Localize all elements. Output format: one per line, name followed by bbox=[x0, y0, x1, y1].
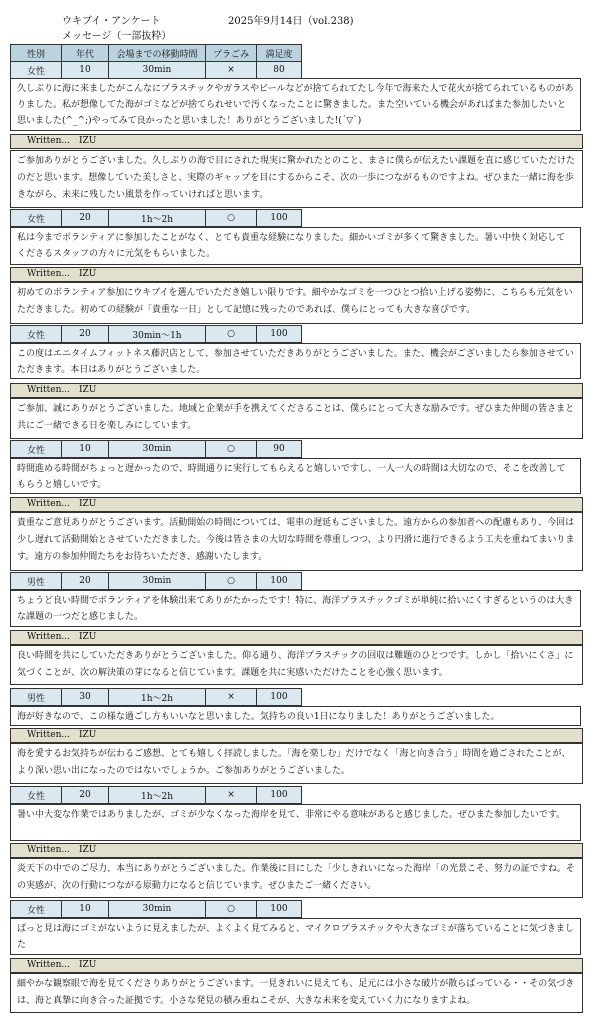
participant-message: 久しぶりに海に来ましたがこんなにプラスチックやガラスやビールなどが捨てられてたし今年で海来た人で花火が捨てられているものがありました。私が想像してた海がゴミなどが捨てられせいで汚くなったことに驚きました。また空いている機会があればまた参加したいと思いました(^_^;)やってみて良かったと思いました！ありがとうございました!(´▽`) bbox=[10, 78, 581, 131]
cell-travel-time: 1h～2h bbox=[109, 689, 206, 706]
staff-reply: 海を愛するお気持ちが伝わるご感想、とても嬉しく拝読しました。「海を楽しむ」だけでなく「海と向き合う」時間を過ごされたことが、より深い思い出になったのではないでしょうか。ご参加ありがとうございました。 bbox=[10, 743, 583, 784]
entry-meta-table bbox=[10, 900, 302, 918]
written-by-bar: Written... IZU bbox=[10, 630, 583, 645]
entry-meta-table bbox=[10, 440, 302, 458]
cell-satisfaction: 80 bbox=[257, 62, 302, 79]
cell-gender: 女性 bbox=[11, 210, 62, 227]
cell-gender: 女性 bbox=[11, 441, 62, 458]
entry-meta-table bbox=[10, 786, 302, 804]
cell-travel-time: 30min bbox=[109, 441, 206, 458]
column-header-satisfaction: 満足度 bbox=[257, 45, 302, 62]
cell-satisfaction: 100 bbox=[257, 326, 302, 343]
staff-reply: 貴重なご意見ありがとうございます。活動開始の時間については、電車の遅延もございました。遠方からの参加者への配慮もあり、今回は少し遅れて活動開始とさせていただきました。今後は皆さまの大切な時間を尊重しつつ、より円滑に進行できるよう工夫を重ねてまいります。遠方の参加仲間たちをお待ちいただき、感謝いたします。 bbox=[10, 512, 583, 571]
cell-age: 20 bbox=[62, 573, 109, 590]
cell-gender: 女性 bbox=[11, 62, 62, 79]
cell-age: 10 bbox=[62, 441, 109, 458]
cell-age: 20 bbox=[62, 787, 109, 804]
cell-plastic-waste: ○ bbox=[206, 326, 257, 343]
entry-meta-table bbox=[10, 688, 302, 706]
cell-plastic-waste: ○ bbox=[206, 441, 257, 458]
cell-travel-time: 30min bbox=[109, 901, 206, 918]
staff-reply: 良い時間を共にしていただきありがとうございました。仰る通り、海洋プラスチックの回収は難題のひとつです。しかし「拾いにくさ」に気づくことが、次の解決策の芽になると信じています。課題を共に実感いただけたことを心強く思います。 bbox=[10, 645, 583, 685]
cell-travel-time: 30min bbox=[109, 573, 206, 590]
cell-age: 30 bbox=[62, 689, 109, 706]
cell-travel-time: 30min～1h bbox=[109, 326, 206, 343]
entry-meta-table bbox=[10, 44, 302, 79]
cell-travel-time: 1h～2h bbox=[109, 787, 206, 804]
participant-message: 時間進める時間がちょっと遅かったので、時間通りに実行してもらえると嬉しいですし、一人一人の時間は大切なので、そこを改善してもらうと嬉しいです。 bbox=[10, 458, 581, 494]
cell-age: 10 bbox=[62, 62, 109, 79]
staff-reply: 細やかな観察眼で海を見てくださりありがとうございます。一見きれいに見えても、足元には小さな破片が散らばっている・・その気づきは、海と真摯に向き合った証拠です。小さな発見の積み重ねこそが、大きな未来を変えていく力になりますよね。 bbox=[10, 973, 583, 1013]
column-header-age: 年代 bbox=[62, 45, 109, 62]
entry-meta-table bbox=[10, 572, 302, 590]
cell-satisfaction: 100 bbox=[257, 689, 302, 706]
cell-gender: 女性 bbox=[11, 901, 62, 918]
cell-plastic-waste: × bbox=[206, 62, 257, 79]
entry-meta-table bbox=[10, 209, 302, 227]
participant-message: 海が好きなので、この様な過ごし方もいいなと思いました。気持ちの良い1日になりました！ありがとうございました。 bbox=[10, 706, 581, 726]
written-by-bar: Written... IZU bbox=[10, 383, 583, 398]
staff-reply: ご参加、誠にありがとうございました。地域と企業が手を携えてくださることは、僕らにとって大きな励みです。ぜひまた仲間の皆さまと共にご一緒できる日を楽しみにしています。 bbox=[10, 398, 583, 439]
written-by-bar: Written... IZU bbox=[10, 728, 583, 743]
written-by-bar: Written... IZU bbox=[10, 958, 583, 973]
written-by-bar: Written... IZU bbox=[10, 497, 583, 512]
cell-age: 20 bbox=[62, 210, 109, 227]
participant-message: ちょうど良い時間でボランティアを体験出来てありがたかったです！特に、海洋プラスチックゴミが単純に拾いにくすぎるというのは大きな課題の一つだと感じました。 bbox=[10, 590, 581, 627]
cell-satisfaction: 100 bbox=[257, 210, 302, 227]
cell-gender: 男性 bbox=[11, 689, 62, 706]
cell-plastic-waste: ○ bbox=[206, 210, 257, 227]
cell-plastic-waste: ○ bbox=[206, 901, 257, 918]
cell-satisfaction: 100 bbox=[257, 787, 302, 804]
cell-gender: 女性 bbox=[11, 787, 62, 804]
entry-meta-table bbox=[10, 325, 302, 343]
participant-message: 暑い中大変な作業ではありましたが、ゴミが少なくなった海岸を見て、非常にやる意味があると感じました。ぜひまた参加したいです。 bbox=[10, 804, 581, 841]
column-header-plastic-waste: プラごみ bbox=[206, 45, 257, 62]
document-subtitle: メッセージ（一部抜粋） bbox=[62, 31, 172, 42]
cell-travel-time: 1h～2h bbox=[109, 210, 206, 227]
written-by-bar: Written... IZU bbox=[10, 134, 583, 149]
cell-travel-time: 30min bbox=[109, 62, 206, 79]
cell-plastic-waste: × bbox=[206, 689, 257, 706]
cell-satisfaction: 100 bbox=[257, 573, 302, 590]
written-by-bar: Written... IZU bbox=[10, 267, 583, 282]
cell-plastic-waste: × bbox=[206, 787, 257, 804]
document-title: ウキブイ・アンケート bbox=[62, 16, 161, 27]
cell-satisfaction: 90 bbox=[257, 441, 302, 458]
column-header-travel-time: 会場までの移動時間 bbox=[109, 45, 206, 62]
document-date: 2025年9月14日（vol.238) bbox=[228, 16, 354, 27]
column-header-gender: 性別 bbox=[11, 45, 62, 62]
participant-message: 私は今までボランティアに参加したことがなく、とても貴重な経験になりました。細かいゴミが多くて驚きました。暑い中快く対応してくださるスタッフの方々に元気をもらいました。 bbox=[10, 227, 581, 265]
cell-gender: 女性 bbox=[11, 326, 62, 343]
cell-gender: 男性 bbox=[11, 573, 62, 590]
staff-reply: 初めてのボランティア参加にウキブイを選んでいただき嬉しい限りです。細やかなゴミを一つひとつ拾い上げる姿勢に、こちらも元気をいただきました。初めての経験が「貴重な一日」として記憶に残ったのであれば、僕らにとっても大きな喜びです。 bbox=[10, 282, 583, 324]
participant-message: この度はエニタイムフィットネス藤沢店として、参加させていただきありがとうございました。また、機会がございましたら参加させていただきます。本日はありがとうございました。 bbox=[10, 343, 581, 379]
cell-plastic-waste: ○ bbox=[206, 573, 257, 590]
cell-age: 20 bbox=[62, 326, 109, 343]
staff-reply: 炎天下の中でのご尽力、本当にありがとうございました。作業後に目にした「少しきれいになった海岸「の光景こそ、努力の証ですね。その実感が、次の行動につながる原動力になると信じています。ぜひまたご一緒ください。 bbox=[10, 858, 583, 898]
cell-satisfaction: 100 bbox=[257, 901, 302, 918]
participant-message: ぱっと見は海にゴミがないように見えましたが、よくよく見てみると、マイクロプラスチックや大きなゴミが落ちていることに気づきました bbox=[10, 918, 581, 955]
staff-reply: ご参加ありがとうございました。久しぶりの海で目にされた現実に驚かれたとのこと、まさに僕らが伝えたい課題を直に感じていただけたのだと思います。想像していた美しさと、実際のギャップを目にするからこそ、次の一歩につながるものですよね。ぜひまた一緒に海を歩きながら、未来に残したい風景を作っていければと思います。 bbox=[10, 150, 583, 208]
written-by-bar: Written... IZU bbox=[10, 843, 583, 858]
cell-age: 10 bbox=[62, 901, 109, 918]
